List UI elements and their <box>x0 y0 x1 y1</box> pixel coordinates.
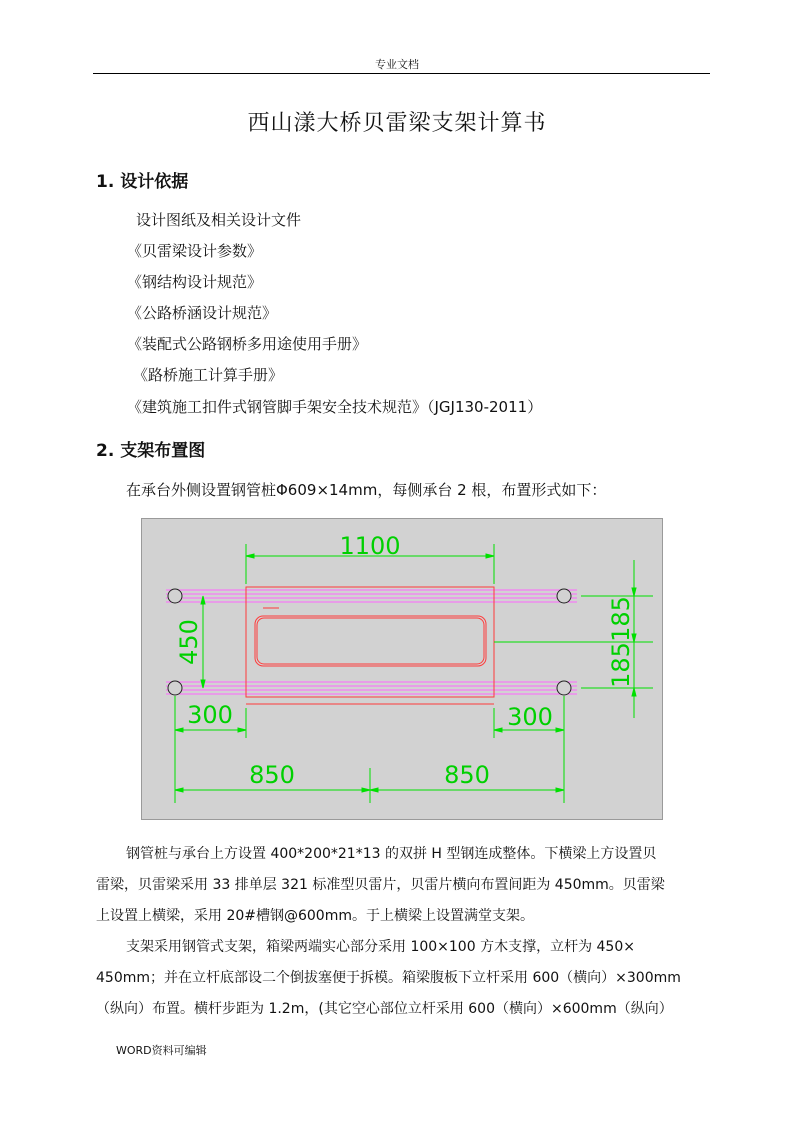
layout-drawing <box>141 518 663 820</box>
page-header: 专业文档 <box>375 58 419 71</box>
page-footer: WORD资料可编辑 <box>116 1044 207 1057</box>
upper-pipe-group <box>166 590 577 602</box>
pile-icon <box>557 589 571 603</box>
dim-arrow <box>632 588 636 596</box>
support-layout-diagram <box>141 518 663 820</box>
dim-label-left: 450 <box>175 619 203 665</box>
pier-cap-inner <box>255 616 486 666</box>
pile-icon <box>168 589 182 603</box>
reference-item: 《路桥施工计算手册》 <box>133 366 284 384</box>
dim-label-300-left: 300 <box>187 701 233 729</box>
reference-item: 设计图纸及相关设计文件 <box>136 211 302 229</box>
reference-item: 《建筑施工扣件式钢管脚手架安全技术规范》（JGJ130-2011） <box>127 398 543 416</box>
pile-icon <box>168 681 182 695</box>
document-title: 西山漾大桥贝雷梁支架计算书 <box>247 111 547 136</box>
reference-item: 《钢结构设计规范》 <box>127 273 263 291</box>
dim-arrow <box>494 728 502 732</box>
section-1-heading: 1. 设计依据 <box>96 172 189 192</box>
dim-label-right-upper: 185 <box>607 596 635 642</box>
lower-pipe-group <box>166 682 577 694</box>
dimension-lines <box>175 544 653 803</box>
dim-arrow <box>556 788 564 792</box>
dim-arrow <box>632 688 636 696</box>
dim-arrow <box>175 728 183 732</box>
reference-item: 《贝雷梁设计参数》 <box>127 242 263 260</box>
dim-label-top: 1100 <box>339 532 401 560</box>
body-paragraph-line: 雷梁，贝雷梁采用 33 排单层 321 标准型贝雷片，贝雷片横向布置间距为 450mm。贝雷梁 <box>96 877 665 893</box>
dim-arrow <box>201 680 205 688</box>
pier-cap-inner-2 <box>257 618 484 664</box>
dim-arrow <box>486 554 494 558</box>
reference-item: 《公路桥涵设计规范》 <box>127 304 278 322</box>
pier-cap-outer <box>246 587 494 697</box>
body-paragraph-line: 钢管桩与承台上方设置 400*200*21*13 的双拼 H 型钢连成整体。下横梁上方设置贝 <box>126 846 657 862</box>
header-rule <box>93 73 710 74</box>
dim-arrow <box>556 728 564 732</box>
dim-arrow <box>370 788 378 792</box>
dim-label-850-left: 850 <box>249 761 295 789</box>
body-paragraph-line: 上设置上横梁，采用 20#槽钢@600mm。于上横梁上设置满堂支架。 <box>96 908 534 924</box>
dim-arrow <box>238 728 246 732</box>
body-paragraph-line: 450mm；并在立杆底部设二个倒拔塞便于拆模。箱梁腹板下立杆采用 600（横向）×300mm <box>96 970 681 986</box>
dim-arrow <box>246 554 254 558</box>
body-paragraph-line: （纵向）布置。横杆步距为 1.2m，(其它空心部位立杆采用 600（横向）×600mm（纵向） <box>96 1001 673 1017</box>
dimension-labels <box>175 532 635 789</box>
section-2-heading: 2. 支架布置图 <box>96 441 206 461</box>
dim-label-300-right: 300 <box>507 703 553 731</box>
reference-item: 《装配式公路钢桥多用途使用手册》 <box>127 335 368 353</box>
dim-arrow <box>362 788 370 792</box>
dim-label-right-lower: 185 <box>607 642 635 688</box>
body-paragraph-line: 支架采用钢管式支架，箱梁两端实心部分采用 100×100 方木支撑，立杆为 450× <box>126 939 635 955</box>
dim-arrow <box>201 596 205 604</box>
dim-label-850-right: 850 <box>444 761 490 789</box>
pile-icon <box>557 681 571 695</box>
diagram-frame <box>142 519 663 820</box>
dim-arrow <box>175 788 183 792</box>
section-2-intro: 在承台外侧设置钢管桩Φ609×14mm，每侧承台 2 根，布置形式如下： <box>126 481 607 499</box>
